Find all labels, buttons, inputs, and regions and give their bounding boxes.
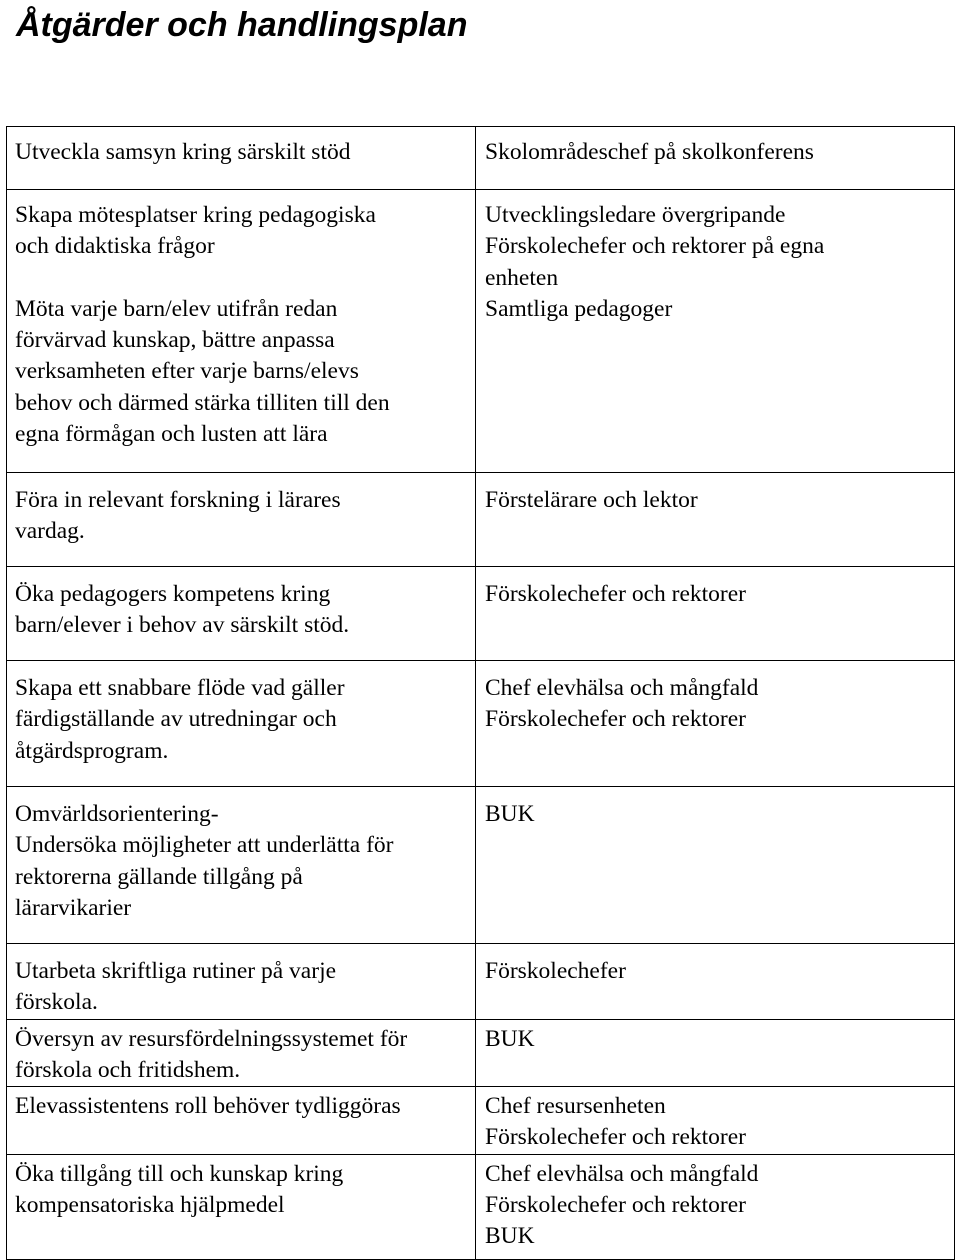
responsible-cell bbox=[476, 127, 955, 190]
table-row bbox=[7, 944, 955, 1020]
cell-line: Undersöka möjligheter att underlätta för bbox=[15, 832, 394, 859]
action-cell bbox=[7, 127, 476, 190]
cell-line: Chef resursenheten bbox=[485, 1093, 666, 1120]
action-cell bbox=[7, 661, 476, 787]
table-row bbox=[7, 1154, 955, 1259]
cell-line: BUK bbox=[485, 1025, 535, 1052]
cell-line: färdigställande av utredningar och bbox=[15, 706, 337, 733]
cell-line: vardag. bbox=[15, 518, 85, 545]
action-cell bbox=[7, 1019, 476, 1087]
responsible-cell bbox=[476, 190, 955, 473]
cell-line: Öka pedagogers kompetens kring bbox=[15, 581, 331, 607]
responsible-cell bbox=[476, 567, 955, 661]
page-title: Åtgärder och handlingsplan bbox=[16, 6, 468, 44]
cell-line: enheten bbox=[485, 264, 559, 291]
action-plan-table bbox=[6, 126, 955, 1260]
cell-line: Möta varje barn/elev utifrån redan bbox=[15, 295, 338, 322]
cell-line bbox=[15, 263, 467, 294]
action-cell bbox=[7, 944, 476, 1020]
responsible-cell bbox=[476, 1019, 955, 1087]
cell-line: Förskolechefer och rektorer på egna bbox=[485, 233, 825, 260]
table-row bbox=[7, 787, 955, 944]
cell-line: rektorerna gällande tillgång på bbox=[15, 863, 303, 890]
cell-line: Förskolechefer och rektorer bbox=[485, 1124, 746, 1151]
cell-line: egna förmågan och lusten att lära bbox=[15, 421, 328, 448]
cell-line: kompensatoriska hjälpmedel bbox=[15, 1192, 285, 1219]
cell-line: Förskolechefer och rektorer bbox=[485, 706, 746, 733]
cell-line: och didaktiska frågor bbox=[15, 233, 215, 260]
table-row bbox=[7, 1019, 955, 1087]
responsible-cell bbox=[476, 787, 955, 944]
cell-line: lärarvikarier bbox=[15, 894, 132, 921]
cell-line: behov och därmed stärka tilliten till den bbox=[15, 389, 390, 416]
table-row bbox=[7, 473, 955, 567]
cell-line: BUK bbox=[485, 801, 535, 827]
cell-line: Samtliga pedagoger bbox=[485, 295, 673, 322]
cell-line: Förskolechefer och rektorer bbox=[485, 581, 746, 607]
responsible-cell bbox=[476, 1154, 955, 1259]
cell-line: BUK bbox=[485, 1223, 535, 1250]
action-cell bbox=[7, 567, 476, 661]
cell-line: Föra in relevant forskning i lärares bbox=[15, 487, 341, 513]
table-row bbox=[7, 190, 955, 473]
cell-line: Öka tillgång till och kunskap kring bbox=[15, 1160, 344, 1187]
cell-line: förskola och fritidshem. bbox=[15, 1056, 241, 1083]
table-row bbox=[7, 661, 955, 787]
cell-line: Förstelärare och lektor bbox=[485, 487, 698, 513]
responsible-cell bbox=[476, 661, 955, 787]
cell-line: Utarbeta skriftliga rutiner på varje bbox=[15, 958, 337, 984]
cell-line: Skapa ett snabbare flöde vad gäller bbox=[15, 675, 345, 701]
cell-line: Utveckla samsyn kring särskilt stöd bbox=[15, 139, 351, 165]
table-row bbox=[7, 567, 955, 661]
table-row bbox=[7, 1087, 955, 1155]
cell-line: Skapa mötesplatser kring pedagogiska bbox=[15, 202, 376, 228]
cell-line: Översyn av resursfördelningssystemet för bbox=[15, 1025, 408, 1052]
cell-line: Chef elevhälsa och mångfald bbox=[485, 1160, 759, 1187]
cell-line: Förskolechefer bbox=[485, 958, 626, 984]
cell-line: förskola. bbox=[15, 989, 98, 1016]
cell-line: Skolområdeschef på skolkonferens bbox=[485, 139, 814, 165]
cell-line: Chef elevhälsa och mångfald bbox=[485, 675, 759, 701]
cell-line: Utvecklingsledare övergripande bbox=[485, 202, 786, 228]
responsible-cell bbox=[476, 944, 955, 1020]
cell-line: Omvärldsorientering- bbox=[15, 801, 219, 827]
table-row bbox=[7, 127, 955, 190]
action-cell bbox=[7, 1087, 476, 1155]
action-cell bbox=[7, 1154, 476, 1259]
responsible-cell bbox=[476, 1087, 955, 1155]
responsible-cell bbox=[476, 473, 955, 567]
action-cell bbox=[7, 190, 476, 473]
cell-line: barn/elever i behov av särskilt stöd. bbox=[15, 612, 350, 639]
action-cell bbox=[7, 787, 476, 944]
cell-line: Förskolechefer och rektorer bbox=[485, 1192, 746, 1219]
cell-line: förvärvad kunskap, bättre anpassa bbox=[15, 327, 335, 354]
cell-line: verksamheten efter varje barns/elevs bbox=[15, 358, 359, 385]
cell-line: Elevassistentens roll behöver tydliggöras bbox=[15, 1093, 401, 1120]
action-cell bbox=[7, 473, 476, 567]
cell-line: åtgärdsprogram. bbox=[15, 737, 169, 764]
